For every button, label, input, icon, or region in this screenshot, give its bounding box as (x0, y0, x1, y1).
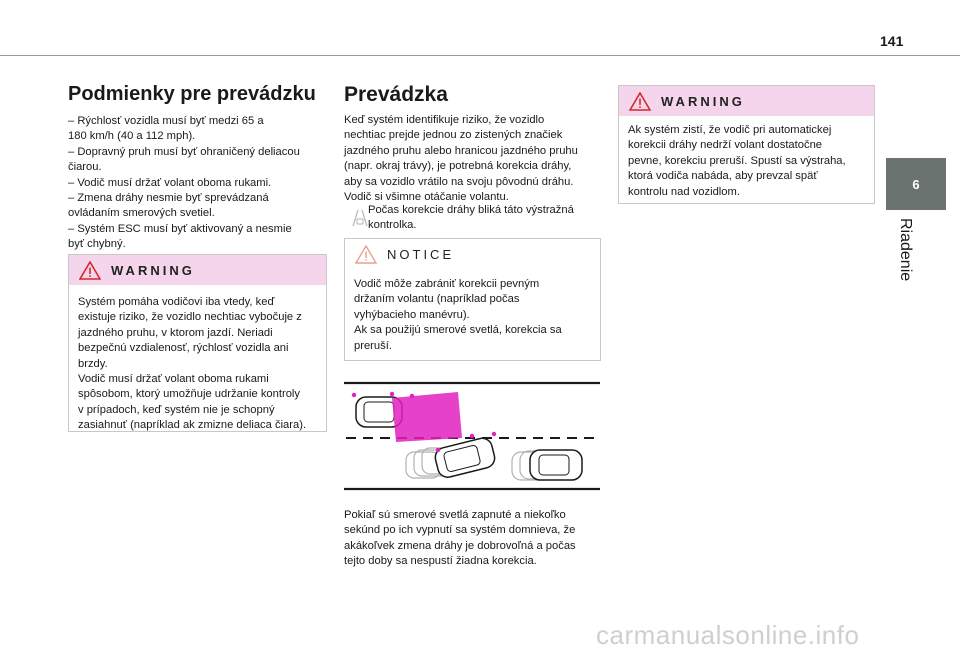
left-column (68, 83, 330, 253)
chapter-label: Riadenie (897, 218, 914, 282)
warning-box-left (68, 254, 327, 432)
warning-label-right: WARNING (661, 93, 745, 109)
chapter-number: 6 (912, 176, 920, 192)
middle-column (344, 83, 602, 205)
car-right (530, 450, 582, 480)
conditions-list: – Rýchlosť vozidla musí byť medzi 65 a 180 km/h (40 a 112 mph). – Dopravný pruh musí byť ohraničený deliacou čiarou. – Vodič musí držať volant oboma rukami. – Zmena dráhy nesmie byť sprevádzaná ovládaním smerových svetiel. – Systém ESC musí byť aktivovaný a nesmie byť chybný. (68, 115, 300, 251)
lane-correction-illustration (344, 380, 600, 495)
operation-text: Keď systém identifikuje riziko, že vozidlo nechtiac prejde jednou zo zistených značiek jazdného pruhu alebo hranicou jazdného pruhu (napr. okraj trávy), je potrebná korekcia dráhy, aby sa vozidlo vrátilo na svoju pôvodnú dráhu. Vodič si všimne otáčanie volantu. (344, 114, 578, 204)
section-title-operation: Prevádzka (344, 83, 448, 106)
warning-header (69, 255, 326, 285)
notice-label: NOTICE (387, 246, 455, 262)
warning-text-right: Ak systém zistí, že vodič pri automatickej korekcii dráhy nedrží volant dostatočne pevne, korekciu preruší. Spustí sa výstraha, ktorá vodiča nabáda, aby prevzal späť kontrolu nad vozidlom. (628, 124, 846, 198)
watermark: carmanualsonline.info (596, 620, 860, 650)
warning-triangle-icon (79, 261, 101, 280)
warning-header-right (619, 86, 874, 116)
notice-text: Vodič môže zabrániť korekcii pevným držaním volantu (napríklad počas vyhýbacieho manévru). Ak sa použijú smerové svetlá, korekcia sa preruší. (354, 278, 562, 352)
chapter-tab[interactable] (886, 158, 946, 210)
notice-box (344, 238, 601, 361)
figure-caption: Pokiaľ sú smerové svetlá zapnuté a niekoľko sekúnd po ich vypnutí sa systém domnieva, že akákoľvek zmena dráhy je dobrovoľná a počas tejto doby sa nespustí žiadna korekcia. (344, 509, 576, 568)
page-number: 141 (880, 33, 904, 49)
indicator-text: Počas korekcie dráhy bliká táto výstražná kontrolka. (368, 204, 574, 232)
warning-box-right (618, 85, 875, 204)
warning-label: WARNING (111, 262, 195, 278)
section-title-conditions: Podmienky pre prevádzku (68, 83, 316, 105)
header-divider (0, 55, 960, 56)
warning-triangle-icon (629, 92, 651, 111)
car-correcting (433, 436, 497, 479)
notice-header (345, 239, 600, 269)
notice-triangle-icon (355, 245, 377, 264)
projected-path-highlight (392, 392, 462, 442)
warning-text: Systém pomáha vodičovi iba vtedy, keď existuje riziko, že vozidlo nechtiac vybočuje z jazdného pruhu, v ktorom jazdí. Neriadi bezpečnú vzdialenosť, rýchlosť vozidla ani brzdy. Vodič musí držať volant oboma rukami spôsobom, ktorý umožňuje udržanie kontroly v prípadoch, keď systém nie je schopný zasiahnuť (napríklad ak zmizne deliaca čiara). (78, 296, 307, 432)
